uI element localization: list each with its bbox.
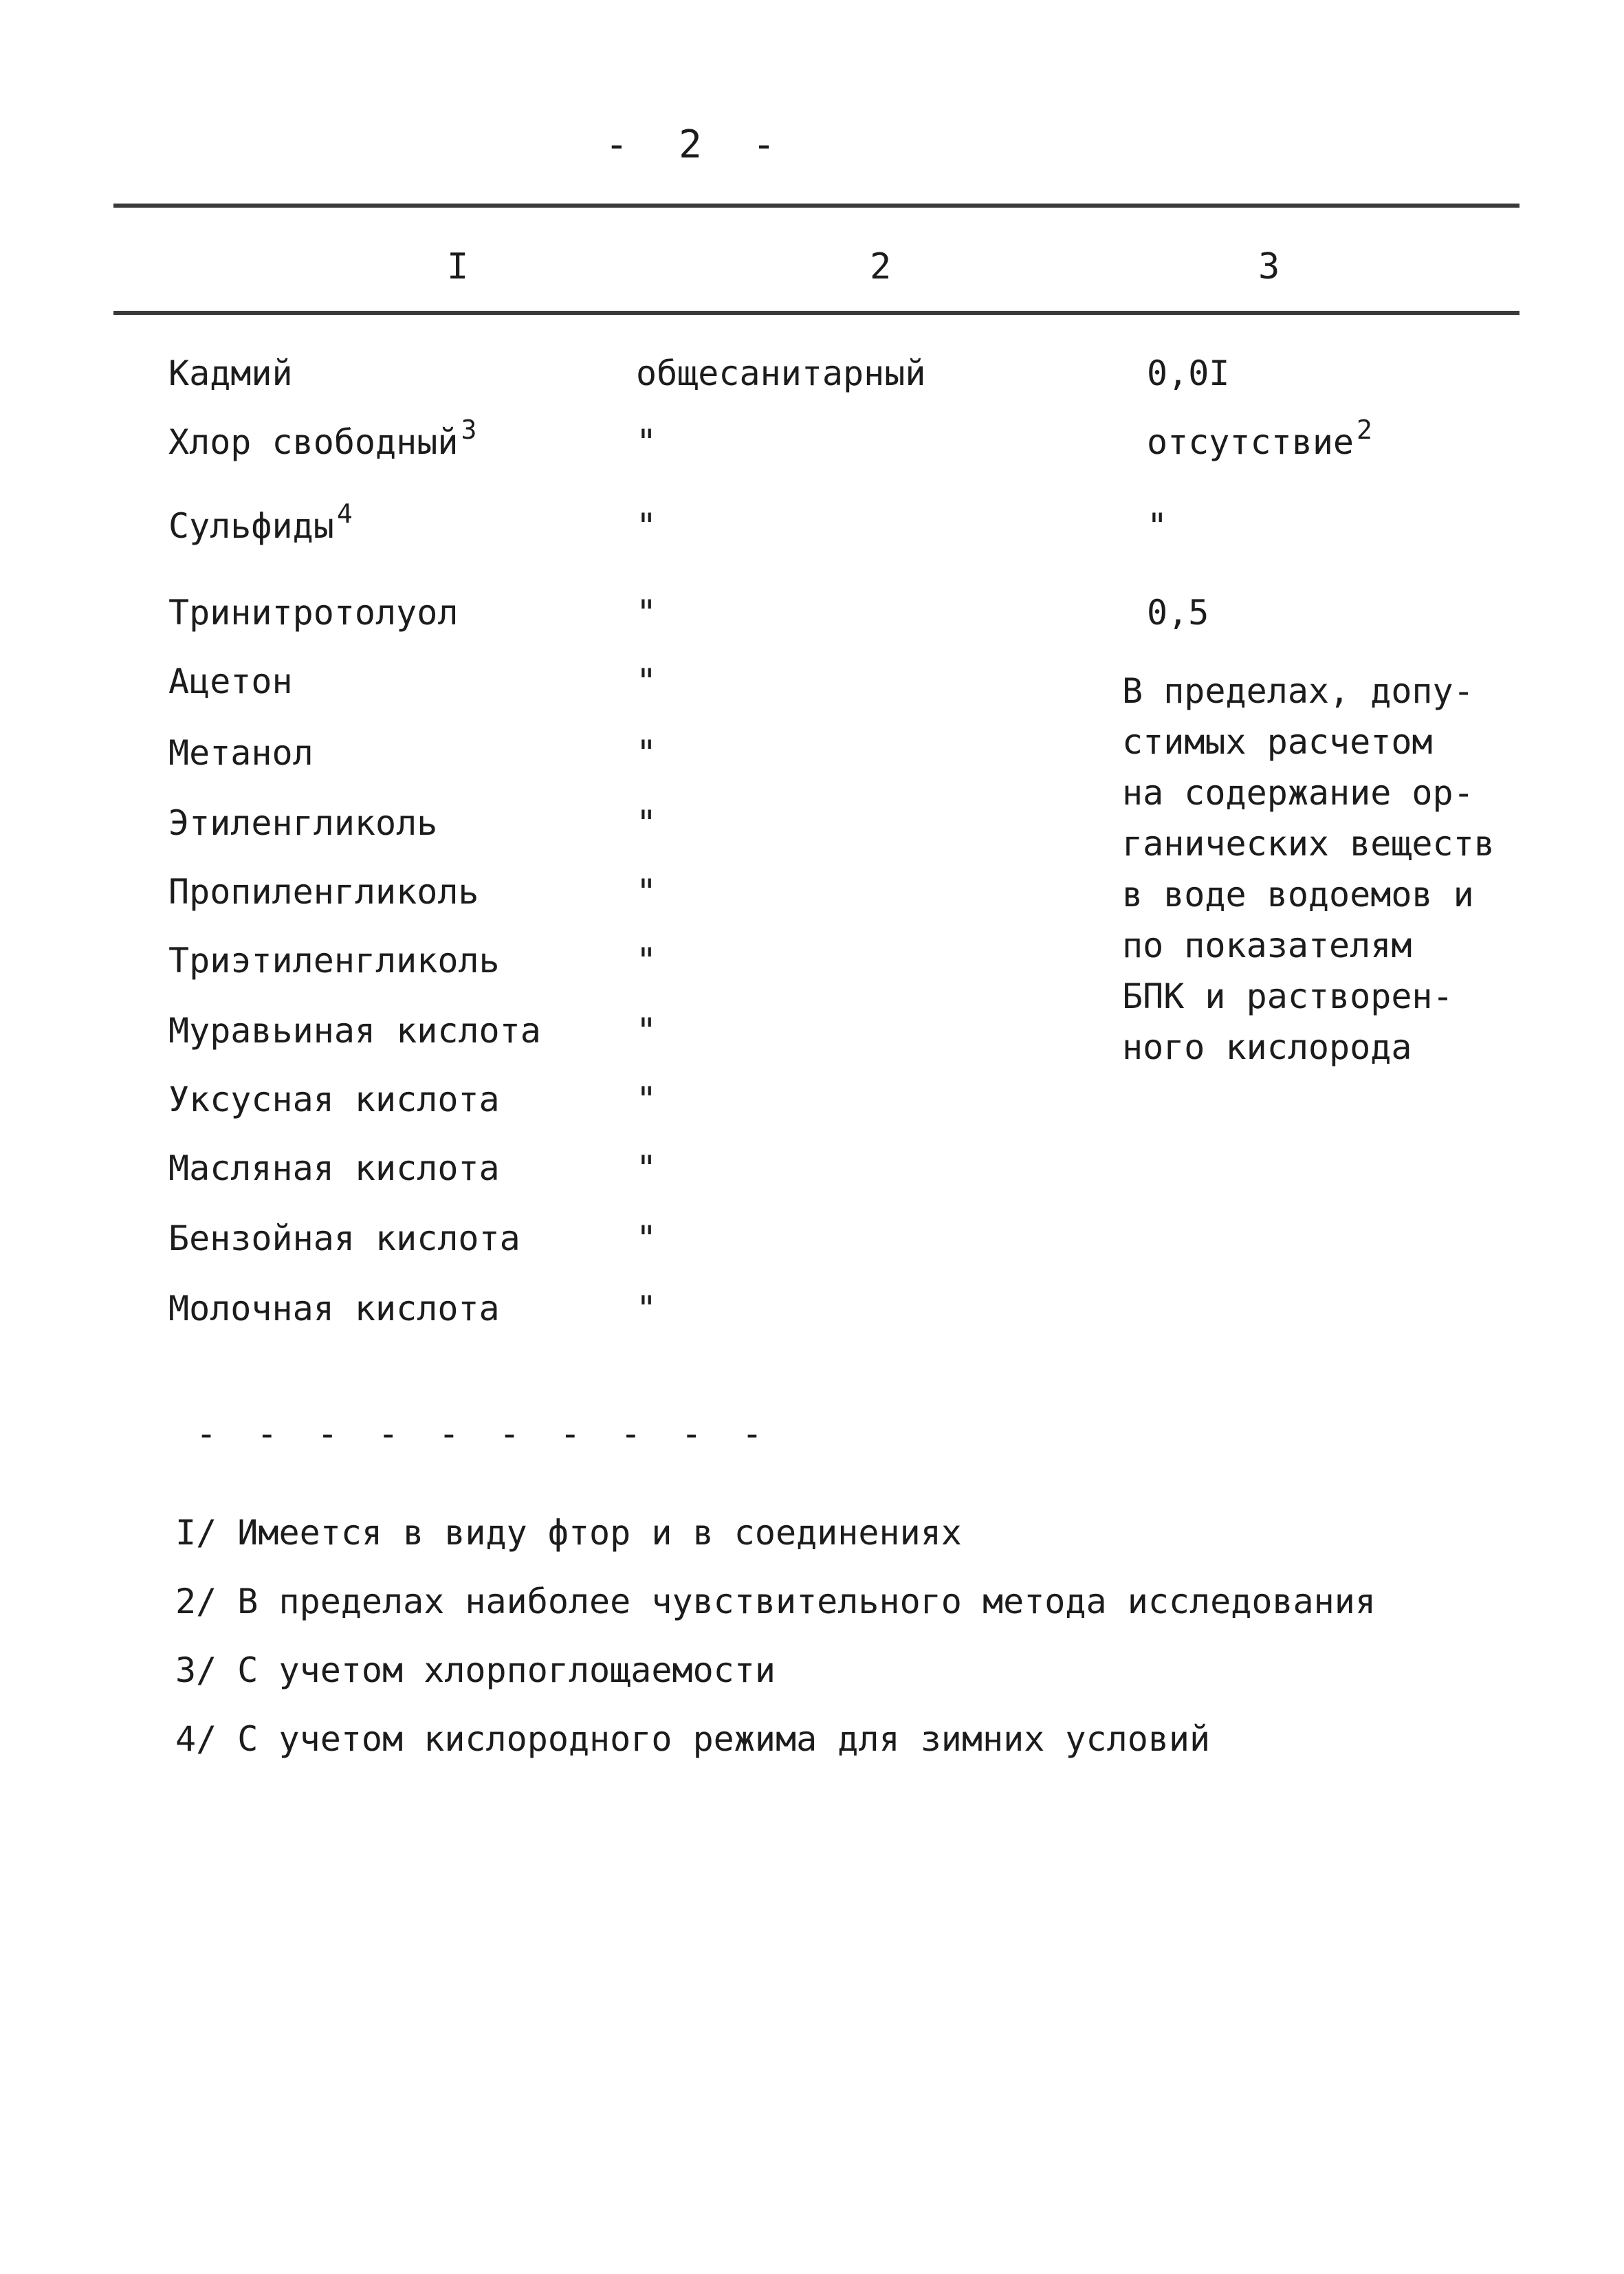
indicator-cell xyxy=(636,593,657,633)
indicator-cell-text: " xyxy=(636,1011,657,1051)
substance-cell xyxy=(168,872,482,912)
indicator-cell-text: " xyxy=(636,662,657,701)
note-line: на содержание ор- xyxy=(1122,773,1474,813)
indicator-cell-text: " xyxy=(636,941,657,981)
value-cell xyxy=(1147,353,1232,393)
table-header-rule xyxy=(113,311,1519,315)
value-cell-text: 0,0I xyxy=(1147,353,1230,393)
indicator-cell xyxy=(636,1289,657,1329)
substance-cell-text: Бензойная кислота xyxy=(168,1218,520,1258)
note-line: В пределах, допу- xyxy=(1122,671,1474,711)
indicator-cell xyxy=(636,664,657,699)
substance-cell-text: Уксусная кислота xyxy=(168,1080,500,1119)
indicator-cell-text: общесанитарный xyxy=(636,353,926,393)
substance-cell xyxy=(168,664,296,699)
indicator-cell xyxy=(636,872,657,912)
column-header-3: 3 xyxy=(1258,246,1280,287)
note-line: в воде водоемов и xyxy=(1122,875,1474,915)
note-line: БПК и растворен- xyxy=(1122,976,1453,1016)
substance-cell xyxy=(168,941,503,981)
footnote-4: 4/ С учетом кислородного режима для зимних условий xyxy=(175,1719,1211,1759)
substance-cell-text: Кадмий xyxy=(168,353,293,393)
footnote-separator: - - - - - - - - - - xyxy=(196,1414,772,1454)
substance-cell-text: Хлор свободный xyxy=(168,422,459,462)
substance-cell xyxy=(168,1218,523,1258)
note-line: ного кислорода xyxy=(1122,1027,1412,1067)
value-cell xyxy=(1147,1291,1150,1326)
indicator-cell xyxy=(636,1011,657,1051)
value-cell xyxy=(1147,1082,1150,1117)
column-header-2: 2 xyxy=(870,246,892,287)
indicator-cell-text: " xyxy=(636,803,657,843)
substance-cell-text: Триэтиленгликоль xyxy=(168,941,500,981)
indicator-cell xyxy=(636,733,657,773)
indicator-cell xyxy=(636,506,657,546)
substance-cell-text: Этиленгликоль xyxy=(168,803,438,843)
page-number: - 2 - xyxy=(605,122,778,167)
substance-cell xyxy=(168,1082,503,1117)
substance-cell-text: Муравьиная кислота xyxy=(168,1011,541,1051)
value-cell xyxy=(1147,1151,1150,1185)
substance-cell-text: Молочная кислота xyxy=(168,1289,500,1329)
note-line: стимых расчетом xyxy=(1122,722,1433,762)
note-line: ганических веществ xyxy=(1122,824,1495,864)
substance-footnote-mark: 4 xyxy=(336,499,353,529)
substance-cell-text: Ацетон xyxy=(168,662,293,701)
indicator-cell-text: " xyxy=(636,733,657,773)
substance-footnote-mark: 3 xyxy=(461,415,477,445)
substance-cell xyxy=(168,593,461,633)
footnote-1: I/ Имеется в виду фтор и в соединениях xyxy=(175,1513,962,1553)
indicator-cell xyxy=(636,353,926,393)
indicator-cell xyxy=(636,941,657,981)
substance-cell xyxy=(168,1289,503,1329)
indicator-cell-text: " xyxy=(636,872,657,912)
indicator-cell-text: " xyxy=(636,422,657,462)
footnote-2: 2/ В пределах наиболее чувствительного метода исследования xyxy=(175,1582,1376,1621)
merged-note-cell xyxy=(1122,666,1495,1073)
substance-cell-text: Пропиленгликоль xyxy=(168,872,479,912)
indicator-cell xyxy=(636,422,657,462)
substance-cell xyxy=(168,1148,503,1188)
indicator-cell-text: " xyxy=(636,593,657,633)
substance-cell xyxy=(168,733,316,773)
value-cell xyxy=(1147,1221,1150,1256)
value-cell xyxy=(1147,415,1372,462)
value-cell-text: " xyxy=(1147,506,1168,546)
substance-cell xyxy=(168,803,440,843)
indicator-cell-text: " xyxy=(636,506,657,546)
value-cell xyxy=(1147,506,1170,546)
value-cell-text: 0,5 xyxy=(1147,593,1209,633)
substance-cell-text: Сульфиды xyxy=(168,506,334,546)
indicator-cell-text: " xyxy=(636,1080,657,1119)
substance-cell-text: Масляная кислота xyxy=(168,1148,500,1188)
note-line: по показателям xyxy=(1122,926,1412,965)
indicator-cell-text: " xyxy=(636,1218,657,1258)
substance-cell xyxy=(168,415,477,462)
footnote-3: 3/ С учетом хлорпоглощаемости xyxy=(175,1650,776,1690)
substance-cell xyxy=(168,353,296,393)
value-footnote-mark: 2 xyxy=(1357,415,1372,445)
substance-cell-text: Метанол xyxy=(168,733,314,773)
value-cell xyxy=(1147,593,1211,633)
indicator-cell xyxy=(636,1218,657,1258)
indicator-cell-text: " xyxy=(636,1289,657,1329)
column-header-1: I xyxy=(447,246,469,287)
indicator-cell-text: " xyxy=(636,1148,657,1188)
table-top-rule xyxy=(113,204,1519,208)
substance-cell-text: Тринитротолуол xyxy=(168,593,459,633)
substance-cell xyxy=(168,499,353,546)
indicator-cell xyxy=(636,803,657,843)
value-cell-text: отсутствие xyxy=(1147,422,1354,462)
indicator-cell xyxy=(636,1148,657,1188)
substance-cell xyxy=(168,1011,544,1051)
indicator-cell xyxy=(636,1082,657,1117)
